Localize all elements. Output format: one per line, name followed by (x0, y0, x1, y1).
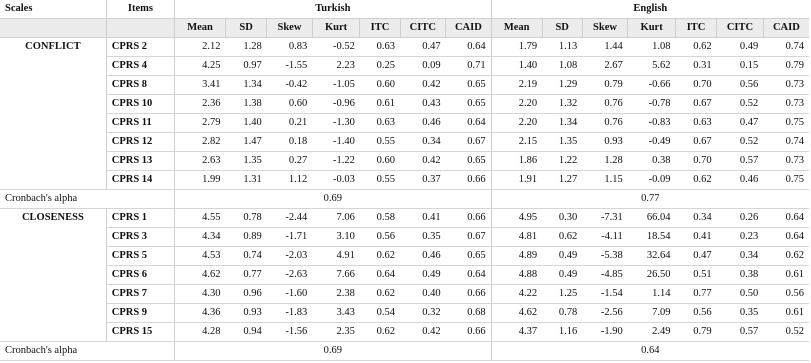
english-stat-cell: 1.08 (628, 38, 676, 57)
stat-header-english-caid: CAID (763, 19, 809, 38)
english-stat-cell: 0.79 (675, 323, 716, 342)
scales-header: Scales (0, 0, 106, 19)
items-header: Items (106, 0, 174, 19)
english-stat-cell: 0.57 (717, 323, 764, 342)
turkish-stat-cell: 0.58 (360, 209, 400, 228)
turkish-stat-cell: 2.82 (175, 133, 226, 152)
english-alpha-value: 0.77 (491, 190, 809, 209)
table-row (0, 228, 809, 247)
scale-cell-blank (0, 76, 106, 95)
table-row (0, 114, 809, 133)
table-row (0, 285, 809, 304)
english-stat-cell: 0.49 (542, 266, 582, 285)
turkish-stat-cell: 0.37 (400, 171, 446, 190)
turkish-stat-cell: 0.65 (446, 95, 492, 114)
turkish-stat-cell: 0.66 (446, 209, 492, 228)
turkish-stat-cell: 0.97 (226, 57, 267, 76)
scale-cell-blank (0, 323, 106, 342)
header-row-languages (0, 0, 809, 19)
turkish-stat-cell: 0.27 (267, 152, 313, 171)
turkish-stat-cell: 0.18 (267, 133, 313, 152)
turkish-stat-cell: 0.64 (446, 38, 492, 57)
scale-cell-blank (0, 247, 106, 266)
turkish-stat-cell: 0.94 (226, 323, 267, 342)
turkish-stat-cell: 0.66 (446, 323, 492, 342)
turkish-stat-cell: 4.34 (175, 228, 226, 247)
turkish-stat-cell: -1.71 (267, 228, 313, 247)
english-stat-cell: 0.38 (717, 266, 764, 285)
turkish-stat-cell: 0.65 (446, 152, 492, 171)
english-stat-cell: 0.52 (717, 133, 764, 152)
turkish-stat-cell: -0.42 (267, 76, 313, 95)
turkish-stat-cell: 2.23 (312, 57, 360, 76)
item-label: CPRS 1 (106, 209, 174, 228)
turkish-stat-cell: 2.63 (175, 152, 226, 171)
english-stat-cell: 0.46 (717, 171, 764, 190)
english-stat-cell: 0.35 (717, 304, 764, 323)
english-stat-cell: 0.26 (717, 209, 764, 228)
turkish-stat-cell: -1.56 (267, 323, 313, 342)
turkish-stat-cell: 0.40 (400, 285, 446, 304)
turkish-stat-cell: 0.78 (226, 209, 267, 228)
english-stat-cell: 0.61 (763, 266, 809, 285)
turkish-stat-cell: 0.83 (267, 38, 313, 57)
scale-cell-blank (0, 171, 106, 190)
item-label: CPRS 8 (106, 76, 174, 95)
turkish-stat-cell: 0.65 (446, 247, 492, 266)
turkish-stat-cell: 1.99 (175, 171, 226, 190)
turkish-stat-cell: 0.77 (226, 266, 267, 285)
english-stat-cell: 0.70 (675, 76, 716, 95)
turkish-stat-cell: 0.62 (360, 285, 400, 304)
english-stat-cell: 0.62 (675, 171, 716, 190)
stat-header-english-citc: CITC (717, 19, 764, 38)
english-stat-cell: 4.81 (491, 228, 542, 247)
item-label: CPRS 14 (106, 171, 174, 190)
turkish-stat-cell: 4.91 (312, 247, 360, 266)
english-stat-cell: 0.74 (763, 38, 809, 57)
english-stat-cell: 4.22 (491, 285, 542, 304)
english-stat-cell: 0.73 (763, 152, 809, 171)
alpha-row (0, 342, 809, 361)
turkish-stat-cell: 0.64 (446, 114, 492, 133)
turkish-stat-cell: -1.83 (267, 304, 313, 323)
turkish-stat-cell: 0.71 (446, 57, 492, 76)
turkish-stat-cell: 0.35 (400, 228, 446, 247)
table-row (0, 57, 809, 76)
english-stat-cell: 0.34 (717, 247, 764, 266)
english-header: English (491, 0, 809, 19)
english-stat-cell: 0.52 (717, 95, 764, 114)
turkish-stat-cell: 0.46 (400, 114, 446, 133)
turkish-stat-cell: 1.31 (226, 171, 267, 190)
turkish-stat-cell: 2.12 (175, 38, 226, 57)
english-stat-cell: 1.29 (542, 76, 582, 95)
turkish-stat-cell: 4.62 (175, 266, 226, 285)
table-row (0, 304, 809, 323)
table-row (0, 323, 809, 342)
turkish-stat-cell: 0.42 (400, 152, 446, 171)
turkish-stat-cell: 4.28 (175, 323, 226, 342)
turkish-stat-cell: 0.25 (360, 57, 400, 76)
english-stat-cell: 1.28 (582, 152, 628, 171)
stat-header-turkish-kurt: Kurt (312, 19, 360, 38)
english-stat-cell: -0.78 (628, 95, 676, 114)
english-stat-cell: 0.73 (763, 76, 809, 95)
turkish-stat-cell: 0.64 (446, 266, 492, 285)
turkish-stat-cell: 0.63 (360, 114, 400, 133)
english-stat-cell: 0.47 (675, 247, 716, 266)
turkish-stat-cell: 0.63 (360, 38, 400, 57)
english-stat-cell: 0.30 (542, 209, 582, 228)
english-stat-cell: 0.62 (542, 228, 582, 247)
scale-cell-blank (0, 304, 106, 323)
english-stat-cell: 26.50 (628, 266, 676, 285)
turkish-stat-cell: 0.67 (446, 133, 492, 152)
turkish-stat-cell: 7.06 (312, 209, 360, 228)
english-stat-cell: 0.73 (763, 95, 809, 114)
english-stat-cell: 4.37 (491, 323, 542, 342)
english-stat-cell: 0.93 (582, 133, 628, 152)
scale-cell-blank (0, 114, 106, 133)
turkish-stat-cell: 4.25 (175, 57, 226, 76)
scale-cell-blank (0, 152, 106, 171)
turkish-alpha-value: 0.69 (175, 342, 492, 361)
stat-header-turkish-citc: CITC (400, 19, 446, 38)
english-stat-cell: 1.79 (491, 38, 542, 57)
turkish-stat-cell: 0.65 (446, 76, 492, 95)
turkish-stat-cell: 0.55 (360, 171, 400, 190)
turkish-stat-cell: 0.41 (400, 209, 446, 228)
english-stat-cell: 7.09 (628, 304, 676, 323)
english-stat-cell: 1.35 (542, 133, 582, 152)
stat-header-english-mean: Mean (491, 19, 542, 38)
turkish-stat-cell: 2.79 (175, 114, 226, 133)
english-stat-cell: 1.27 (542, 171, 582, 190)
turkish-stat-cell: 0.62 (360, 247, 400, 266)
turkish-stat-cell: 0.60 (360, 152, 400, 171)
turkish-stat-cell: 0.64 (360, 266, 400, 285)
english-stat-cell: 1.08 (542, 57, 582, 76)
table-row (0, 209, 809, 228)
header-blank (106, 19, 174, 38)
english-stat-cell: -2.56 (582, 304, 628, 323)
english-stat-cell: 0.38 (628, 152, 676, 171)
turkish-stat-cell: 0.49 (400, 266, 446, 285)
scale-cell-blank (0, 285, 106, 304)
turkish-stat-cell: 0.46 (400, 247, 446, 266)
english-stat-cell: 4.89 (491, 247, 542, 266)
item-label: CPRS 11 (106, 114, 174, 133)
english-stat-cell: 4.88 (491, 266, 542, 285)
english-stat-cell: 2.15 (491, 133, 542, 152)
stat-header-turkish-skew: Skew (267, 19, 313, 38)
turkish-stat-cell: -2.44 (267, 209, 313, 228)
table-row (0, 133, 809, 152)
english-stat-cell: 1.16 (542, 323, 582, 342)
english-stat-cell: 2.20 (491, 114, 542, 133)
english-stat-cell: 0.62 (675, 38, 716, 57)
table-row (0, 76, 809, 95)
turkish-stat-cell: 0.66 (446, 285, 492, 304)
table-row (0, 171, 809, 190)
turkish-stat-cell: 0.54 (360, 304, 400, 323)
turkish-stat-cell: 0.68 (446, 304, 492, 323)
table-row (0, 266, 809, 285)
item-label: CPRS 3 (106, 228, 174, 247)
turkish-stat-cell: 0.21 (267, 114, 313, 133)
turkish-stat-cell: 0.55 (360, 133, 400, 152)
english-stat-cell: 0.62 (763, 247, 809, 266)
turkish-stat-cell: 1.28 (226, 38, 267, 57)
english-stat-cell: 5.62 (628, 57, 676, 76)
english-stat-cell: 0.49 (542, 247, 582, 266)
english-stat-cell: 0.56 (763, 285, 809, 304)
scale-cell-blank (0, 133, 106, 152)
english-stat-cell: 1.91 (491, 171, 542, 190)
turkish-stat-cell: 0.34 (400, 133, 446, 152)
english-stat-cell: 1.14 (628, 285, 676, 304)
turkish-stat-cell: -0.96 (312, 95, 360, 114)
english-stat-cell: -1.54 (582, 285, 628, 304)
english-stat-cell: 0.56 (717, 76, 764, 95)
english-stat-cell: -0.49 (628, 133, 676, 152)
table-row (0, 247, 809, 266)
turkish-stat-cell: 0.61 (360, 95, 400, 114)
item-label: CPRS 5 (106, 247, 174, 266)
turkish-stat-cell: 0.42 (400, 76, 446, 95)
english-stat-cell: 0.77 (675, 285, 716, 304)
item-label: CPRS 7 (106, 285, 174, 304)
turkish-stat-cell: -0.03 (312, 171, 360, 190)
scale-label: CONFLICT (25, 41, 81, 53)
english-stat-cell: 0.31 (675, 57, 716, 76)
table-row (0, 38, 809, 57)
turkish-stat-cell: -1.22 (312, 152, 360, 171)
english-stat-cell: 0.23 (717, 228, 764, 247)
stat-header-english-kurt: Kurt (628, 19, 676, 38)
english-stat-cell: 0.64 (763, 209, 809, 228)
item-label: CPRS 6 (106, 266, 174, 285)
turkish-stat-cell: 2.35 (312, 323, 360, 342)
turkish-stat-cell: 0.09 (400, 57, 446, 76)
table-row (0, 95, 809, 114)
stat-header-turkish-caid: CAID (446, 19, 492, 38)
english-stat-cell: 0.76 (582, 95, 628, 114)
turkish-stat-cell: 4.53 (175, 247, 226, 266)
english-stat-cell: 1.22 (542, 152, 582, 171)
turkish-stat-cell: -1.55 (267, 57, 313, 76)
english-stat-cell: -1.90 (582, 323, 628, 342)
english-stat-cell: 1.86 (491, 152, 542, 171)
turkish-stat-cell: 2.36 (175, 95, 226, 114)
item-label: CPRS 12 (106, 133, 174, 152)
english-stat-cell: 0.70 (675, 152, 716, 171)
turkish-stat-cell: -0.52 (312, 38, 360, 57)
english-stat-cell: 0.41 (675, 228, 716, 247)
english-stat-cell: 4.62 (491, 304, 542, 323)
english-stat-cell: 0.49 (717, 38, 764, 57)
english-stat-cell: 0.79 (582, 76, 628, 95)
alpha-row (0, 190, 809, 209)
turkish-stat-cell: 0.62 (360, 323, 400, 342)
english-stat-cell: -0.66 (628, 76, 676, 95)
turkish-stat-cell: 2.38 (312, 285, 360, 304)
english-stat-cell: 1.15 (582, 171, 628, 190)
english-stat-cell: 1.44 (582, 38, 628, 57)
item-label: CPRS 13 (106, 152, 174, 171)
scale-cell-blank (0, 228, 106, 247)
turkish-stat-cell: 7.66 (312, 266, 360, 285)
english-stat-cell: -4.85 (582, 266, 628, 285)
item-label: CPRS 9 (106, 304, 174, 323)
scale-cell-blank (0, 95, 106, 114)
turkish-stat-cell: 0.89 (226, 228, 267, 247)
turkish-stat-cell: 0.42 (400, 323, 446, 342)
turkish-stat-cell: 0.43 (400, 95, 446, 114)
english-stat-cell: 66.04 (628, 209, 676, 228)
english-stat-cell: -4.11 (582, 228, 628, 247)
english-stat-cell: 0.52 (763, 323, 809, 342)
english-stat-cell: 0.79 (763, 57, 809, 76)
turkish-stat-cell: -1.60 (267, 285, 313, 304)
english-stat-cell: 0.50 (717, 285, 764, 304)
stat-header-turkish-sd: SD (226, 19, 267, 38)
cronbach-alpha-label: Cronbach's alpha (0, 190, 175, 209)
english-stat-cell: 0.56 (675, 304, 716, 323)
english-stat-cell: 1.25 (542, 285, 582, 304)
header-blank (0, 19, 106, 38)
turkish-stat-cell: 0.56 (360, 228, 400, 247)
english-stat-cell: 0.64 (763, 228, 809, 247)
turkish-stat-cell: 1.40 (226, 114, 267, 133)
stat-header-english-itc: ITC (675, 19, 716, 38)
stat-header-english-sd: SD (542, 19, 582, 38)
turkish-stat-cell: -2.63 (267, 266, 313, 285)
turkish-stat-cell: 1.34 (226, 76, 267, 95)
turkish-stat-cell: -1.05 (312, 76, 360, 95)
turkish-stat-cell: 4.30 (175, 285, 226, 304)
turkish-stat-cell: 3.43 (312, 304, 360, 323)
turkish-stat-cell: 1.38 (226, 95, 267, 114)
turkish-stat-cell: 0.47 (400, 38, 446, 57)
scale-label: CLOSENESS (21, 212, 84, 224)
english-alpha-value: 0.64 (491, 342, 809, 361)
turkish-stat-cell: -2.03 (267, 247, 313, 266)
turkish-stat-cell: -1.30 (312, 114, 360, 133)
turkish-stat-cell: 1.47 (226, 133, 267, 152)
stat-header-english-skew: Skew (582, 19, 628, 38)
english-stat-cell: 4.95 (491, 209, 542, 228)
english-stat-cell: 1.34 (542, 114, 582, 133)
turkish-stat-cell: 1.35 (226, 152, 267, 171)
english-stat-cell: 0.15 (717, 57, 764, 76)
english-stat-cell: -0.09 (628, 171, 676, 190)
english-stat-cell: -7.31 (582, 209, 628, 228)
english-stat-cell: 0.63 (675, 114, 716, 133)
english-stat-cell: 2.49 (628, 323, 676, 342)
english-stat-cell: 0.34 (675, 209, 716, 228)
english-stat-cell: 0.78 (542, 304, 582, 323)
item-label: CPRS 15 (106, 323, 174, 342)
english-stat-cell: 0.74 (763, 133, 809, 152)
item-label: CPRS 4 (106, 57, 174, 76)
table-row (0, 152, 809, 171)
turkish-stat-cell: 1.12 (267, 171, 313, 190)
english-stat-cell: 2.20 (491, 95, 542, 114)
scale-cell-blank (0, 57, 106, 76)
turkish-stat-cell: 0.32 (400, 304, 446, 323)
turkish-stat-cell: 0.60 (267, 95, 313, 114)
english-stat-cell: 1.32 (542, 95, 582, 114)
english-stat-cell: 0.75 (763, 114, 809, 133)
english-stat-cell: 18.54 (628, 228, 676, 247)
stat-header-turkish-itc: ITC (360, 19, 400, 38)
turkish-stat-cell: 0.60 (360, 76, 400, 95)
turkish-stat-cell: 4.55 (175, 209, 226, 228)
english-stat-cell: 0.57 (717, 152, 764, 171)
cronbach-alpha-label: Cronbach's alpha (0, 342, 175, 361)
english-stat-cell: -5.38 (582, 247, 628, 266)
turkish-stat-cell: 0.67 (446, 228, 492, 247)
turkish-stat-cell: -1.40 (312, 133, 360, 152)
english-stat-cell: 2.67 (582, 57, 628, 76)
english-stat-cell: 2.19 (491, 76, 542, 95)
turkish-stat-cell: 3.10 (312, 228, 360, 247)
english-stat-cell: 0.47 (717, 114, 764, 133)
english-stat-cell: 0.76 (582, 114, 628, 133)
english-stat-cell: 0.61 (763, 304, 809, 323)
english-stat-cell: 0.67 (675, 133, 716, 152)
english-stat-cell: 0.67 (675, 95, 716, 114)
stat-header-turkish-mean: Mean (175, 19, 226, 38)
turkish-stat-cell: 4.36 (175, 304, 226, 323)
header-row-stats (0, 19, 809, 38)
turkish-header: Turkish (175, 0, 492, 19)
english-stat-cell: -0.83 (628, 114, 676, 133)
turkish-stat-cell: 0.74 (226, 247, 267, 266)
turkish-stat-cell: 0.96 (226, 285, 267, 304)
scale-cell-blank (0, 266, 106, 285)
table-body (0, 38, 809, 361)
english-stat-cell: 1.40 (491, 57, 542, 76)
english-stat-cell: 1.13 (542, 38, 582, 57)
turkish-stat-cell: 0.66 (446, 171, 492, 190)
turkish-stat-cell: 0.93 (226, 304, 267, 323)
turkish-alpha-value: 0.69 (175, 190, 492, 209)
english-stat-cell: 32.64 (628, 247, 676, 266)
item-label: CPRS 10 (106, 95, 174, 114)
english-stat-cell: 0.51 (675, 266, 716, 285)
english-stat-cell: 0.75 (763, 171, 809, 190)
item-label: CPRS 2 (106, 38, 174, 57)
turkish-stat-cell: 3.41 (175, 76, 226, 95)
